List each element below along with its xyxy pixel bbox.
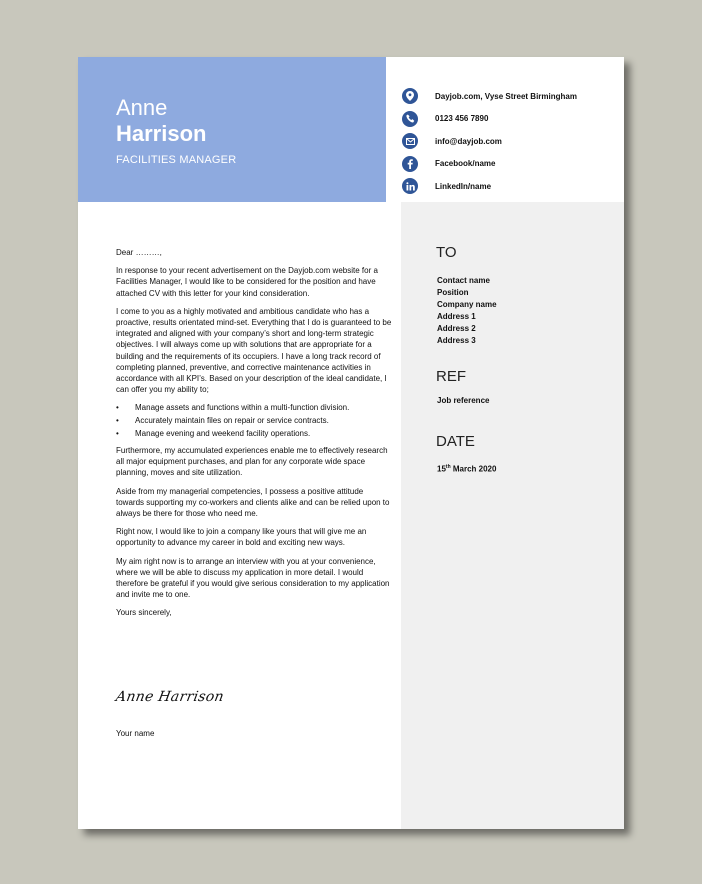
contact-list [402, 85, 577, 198]
contact-email [402, 130, 577, 153]
contact-address-text: Dayjob.com, Vyse Street Birmingham [435, 91, 577, 101]
contact-facebook [402, 153, 577, 176]
your-name: Your name [116, 729, 155, 738]
paragraph-5: Right now, I would like to join a company like yours that will give me an opportunity to advance my career in bold and exciting new ways. [116, 527, 367, 548]
facebook-icon [402, 156, 418, 172]
email-icon [402, 133, 418, 149]
job-title: FACILITIES MANAGER [116, 154, 237, 166]
paragraph-1: In response to your recent advertisement on the Dayjob.com website for a Facilities Manager, I would like to be considered for the position and have attached CV with this letter for your kind consideration. [116, 266, 378, 298]
ability-list [116, 402, 392, 439]
contact-linkedin-text: LinkedIn/name [435, 181, 492, 191]
contact-email-text: info@dayjob.com [435, 136, 502, 146]
list-item: • Manage evening and weekend facility operations. [116, 428, 392, 439]
last-name: Harrison [116, 121, 207, 146]
list-item: • Accurately maintain files on repair or service contracts. [116, 415, 392, 426]
name-header [78, 57, 386, 202]
contact-name-line: Contact name [437, 276, 490, 285]
list-item: • Manage assets and functions within a multi-function division. [116, 402, 392, 413]
salutation: Dear ………, [116, 248, 162, 257]
contact-phone-text: 0123 456 7890 [435, 114, 489, 124]
letter-body [116, 247, 392, 626]
paragraph-6: My aim right now is to arrange an interview with you at your convenience, where we will be able to discuss my application in more detail. I would therefore be grateful if you would give serious consideration to my application and invite me to one. [116, 556, 390, 600]
location-icon [402, 88, 418, 104]
contact-phone [402, 108, 577, 131]
paragraph-3: Furthermore, my accumulated experiences enable me to effectively research all major equipment purchases, and plan for any corporate wide space planning, moves and site utilization. [116, 446, 388, 478]
ref-value: Job reference [437, 396, 490, 405]
paragraph-2: I come to you as a highly motivated and ambitious candidate who has a proactive, results orientated mind-set. Everything that I do is guaranteed to be integrated and aligned with your company’s short and long-term strategic objectives. I will always come up with solutions that are appropriate for a building and the requirements of its occupiers. I have a long track record of completing planned, preventive, and corrective maintenance activities in accordance with all KPI’s. Based on your description of the ideal candidate, I can offer you my ability to; [116, 306, 392, 395]
signature: Anne Harrison [114, 689, 226, 705]
address-3-line: Address 3 [437, 336, 476, 345]
closing: Yours sincerely, [116, 608, 172, 618]
contact-address [402, 85, 577, 108]
address-2-line: Address 2 [437, 324, 476, 333]
to-lines [437, 275, 497, 347]
date-heading: DATE [436, 433, 475, 450]
first-name: Anne [116, 95, 168, 120]
linkedin-icon [402, 178, 418, 194]
contact-facebook-text: Facebook/name [435, 159, 496, 169]
paragraph-4: Aside from my managerial competencies, I possess a positive attitude towards supporting my co-workers and clients alike and can be relied upon to always be there for those who need me. [116, 486, 390, 519]
address-1-line: Address 1 [437, 312, 476, 321]
ref-heading: REF [436, 368, 466, 385]
company-name-line: Company name [437, 300, 497, 309]
phone-icon [402, 111, 418, 127]
cover-letter-page [78, 57, 624, 829]
contact-linkedin [402, 175, 577, 198]
date-value: 15th March 2020 [437, 464, 497, 474]
to-heading: TO [436, 244, 457, 261]
recipient-panel [401, 202, 624, 829]
position-line: Position [437, 288, 469, 297]
